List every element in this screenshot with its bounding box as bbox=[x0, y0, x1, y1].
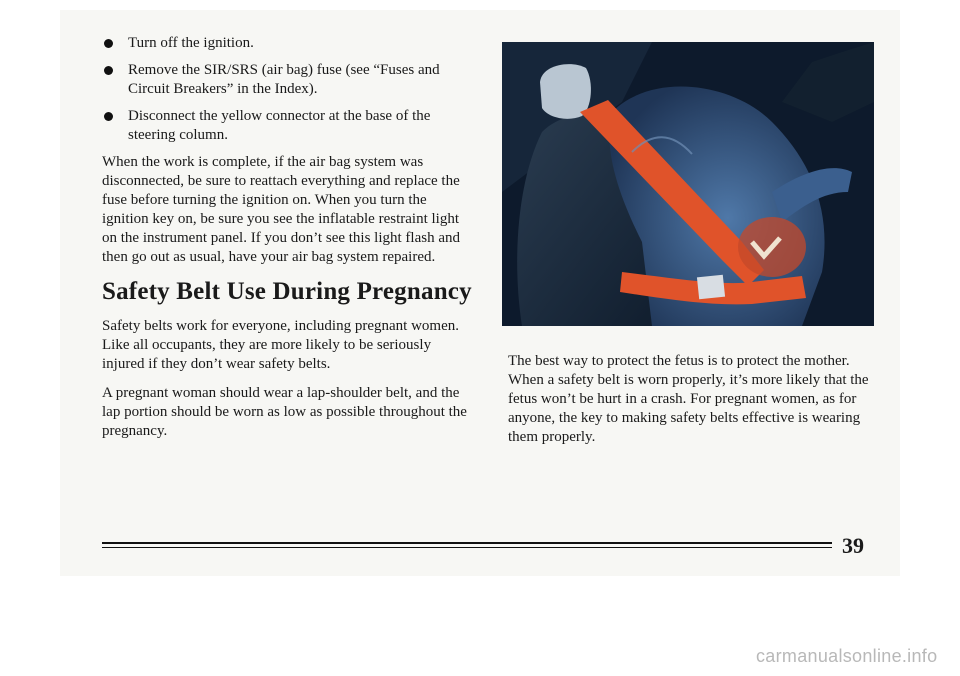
seatbelt-illustration bbox=[502, 42, 874, 326]
bullet-icon bbox=[104, 66, 113, 75]
page-number: 39 bbox=[842, 533, 864, 558]
instruction-item bbox=[102, 34, 472, 53]
instruction-text: Disconnect the yellow connector at the base of the steering column. bbox=[128, 108, 431, 143]
belt-buckle bbox=[697, 275, 725, 300]
section-heading: Safety Belt Use During Pregnancy bbox=[102, 278, 472, 305]
instruction-item bbox=[102, 107, 472, 145]
reconnect-paragraph: When the work is complete, if the air bag system was disconnected, be sure to reattach everything and replace the fuse before turning the ignition on. When you turn the ignition key on, be sure you see the inflatable restraint light on the instrument panel. If you don’t see this light flash and then go out as usual, have your air bag system repaired. bbox=[102, 154, 460, 265]
footer-rule-thin bbox=[102, 547, 832, 548]
pregnancy-paragraph-1: Safety belts work for everyone, including pregnant women. Like all occupants, they are more likely to be seriously injured if they don’t wear safety belts. bbox=[102, 318, 459, 372]
site-watermark[interactable]: carmanualsonline.info bbox=[756, 646, 938, 666]
pregnancy-paragraph-2: A pregnant woman should wear a lap-shoulder belt, and the lap portion should be worn as low as possible throughout the pregnancy. bbox=[102, 385, 467, 439]
right-column bbox=[508, 352, 876, 457]
bullet-icon bbox=[104, 39, 113, 48]
bullet-icon bbox=[104, 112, 113, 121]
left-column bbox=[102, 34, 472, 451]
instruction-text: Turn off the ignition. bbox=[128, 35, 254, 51]
pregnant-woman-seatbelt-photo bbox=[502, 42, 874, 326]
instruction-list bbox=[102, 34, 472, 145]
instruction-item bbox=[102, 61, 472, 99]
fetus-paragraph: The best way to protect the fetus is to protect the mother. When a safety belt is worn properly, it’s more likely that the fetus won’t be hurt in a crash. For pregnant women, as for anyone, the key to making safety belts effective is wearing them properly. bbox=[508, 353, 869, 445]
instruction-text: Remove the SIR/SRS (air bag) fuse (see “Fuses and Circuit Breakers” in the Index). bbox=[128, 62, 440, 97]
footer-rule-thick bbox=[102, 542, 832, 544]
